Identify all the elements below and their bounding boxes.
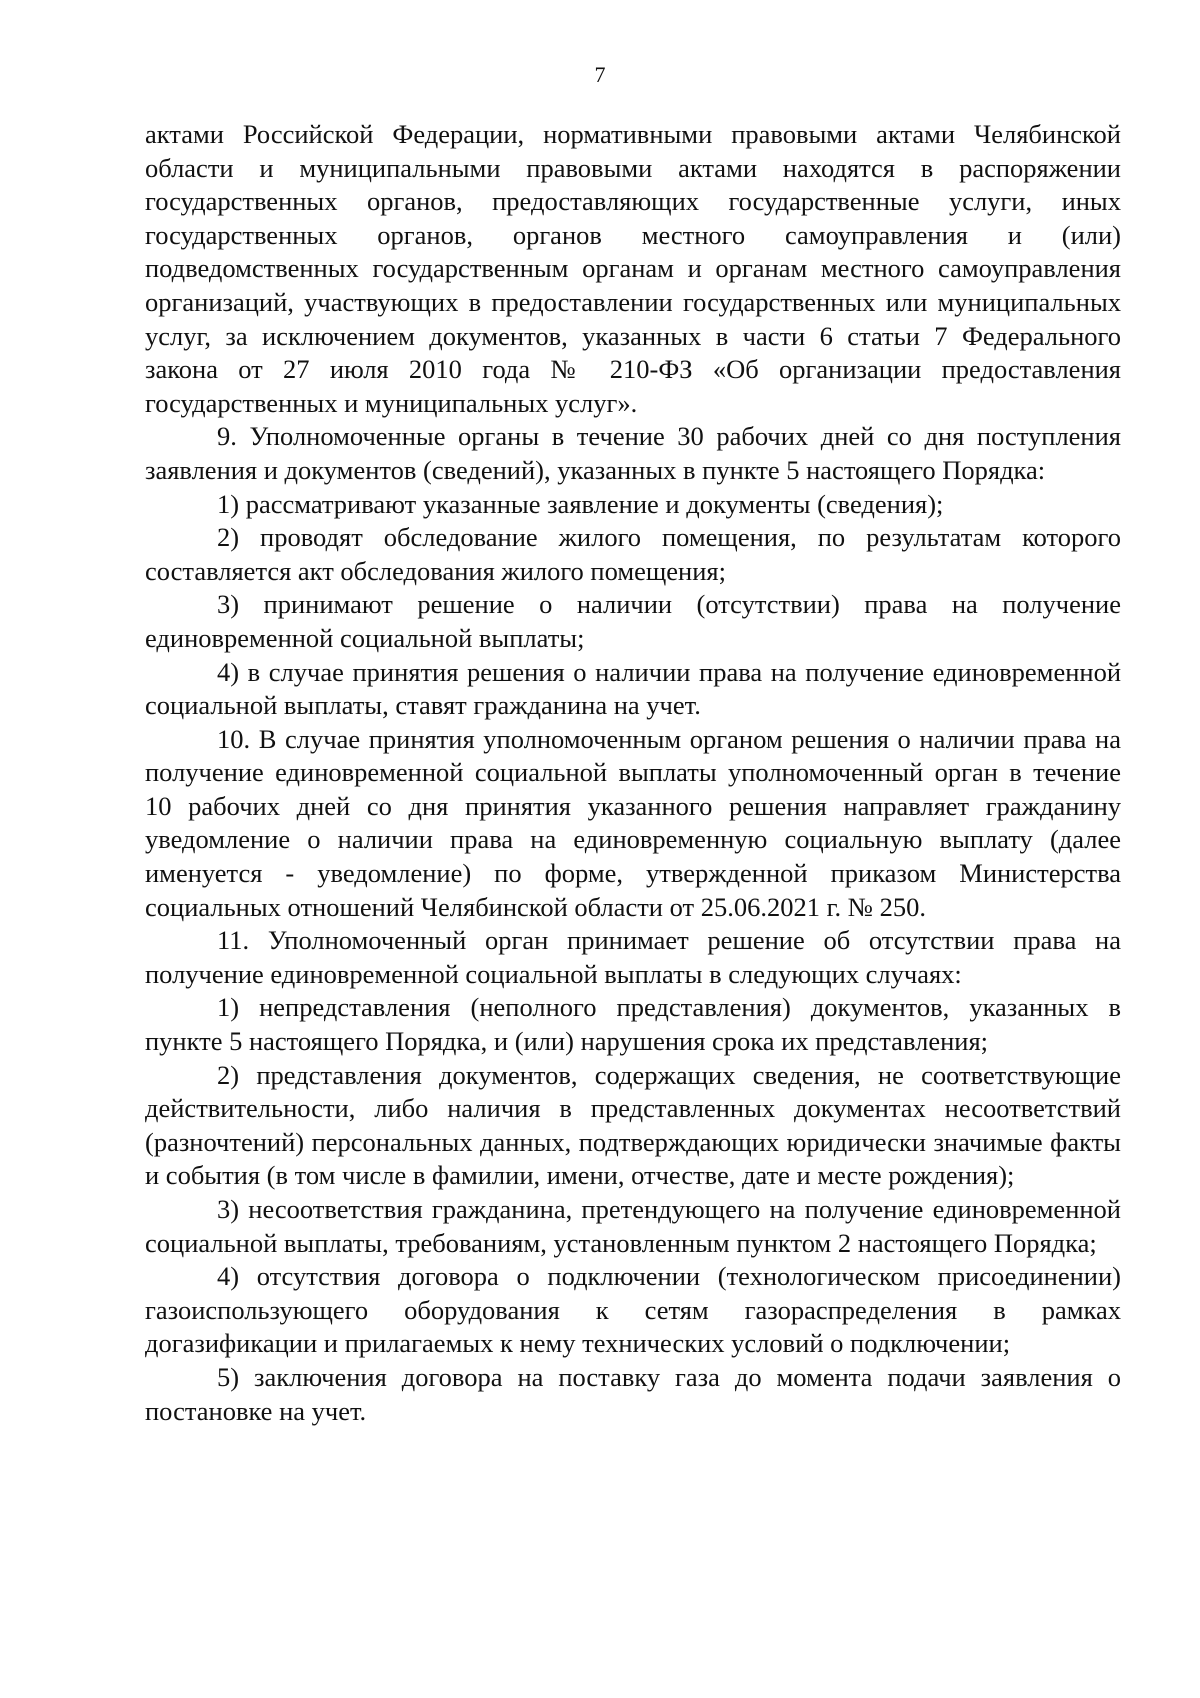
paragraph-item-9-3: 3) принимают решение о наличии (отсутствии) права на получение единовременной социальной выплаты; [145,589,1121,653]
paragraph-item-11: 11. Уполномоченный орган принимает решение об отсутствии права на получение единовременной социальной выплаты в следующих случаях: [145,925,1121,989]
paragraph-continuation: актами Российской Федерации, нормативными правовыми актами Челябинской области и муниципальными правовыми актами находятся в распоряжении государственных органов, предоставляющих государственные услуги, иных государственных органов, органов местного самоуправления и (или) подведомственных государственным органам и органам местного самоуправления организаций, участвующих в предоставлении государственных или муниципальных услуг, за исключением документов, указанных в части 6 статьи 7 Федерального закона от 27 июля 2010 года № 210-ФЗ «Об организации предоставления государственных и муниципальных услуг». [145,119,1121,418]
paragraph-item-9-4: 4) в случае принятия решения о наличии права на получение единовременной социальной выплаты, ставят гражданина на учет. [145,656,1121,721]
paragraph-item-11-4: 4) отсутствия договора о подключении (технологическом присоединении) газоиспользующего оборудования к сетям газораспределения в рамках догазификации и прилагаемых к нему технических условий о подключении; [145,1261,1121,1359]
paragraph-item-11-2: 2) представления документов, содержащих сведения, не соответствующие действительности, либо наличия в представленных документах несоответствий (разночтений) персональных данных, подтверждающих юридически значимые факты и события (в том числе в фамилии, имени, отчестве, дате и месте рождения); [145,1059,1121,1191]
paragraph-item-11-3: 3) несоответствия гражданина, претендующего на получение единовременной социальной выплаты, требованиям, установленным пунктом 2 настоящего Порядка; [145,1194,1121,1258]
paragraph-item-10: 10. В случае принятия уполномоченным органом решения о наличии права на получение единовременной социальной выплаты уполномоченный орган в течение 10 рабочих дней со дня принятия указанного решения направляет гражданину уведомление о наличии права на единовременную социальную выплату (далее именуется - уведомление) по форме, утвержденной приказом Министерства социальных отношений Челябинской области от 25.06.2021 г. № 250. [145,723,1121,922]
paragraph-item-11-5: 5) заключения договора на поставку газа до момента подачи заявления о постановке на учет. [145,1361,1121,1426]
paragraph-item-9-2: 2) проводят обследование жилого помещения, по результатам которого составляется акт обследования жилого помещения; [145,522,1121,586]
document-body [145,118,1121,1428]
paragraph-item-9: 9. Уполномоченные органы в течение 30 рабочих дней со дня поступления заявления и документов (сведений), указанных в пункте 5 настоящего Порядка: [145,421,1121,485]
paragraph-item-11-1: 1) непредставления (неполного представления) документов, указанных в пункте 5 настоящего Порядка, и (или) нарушения срока их представления; [145,992,1121,1057]
paragraph-item-9-1: 1) рассматривают указанные заявление и документы (сведения); [217,488,944,519]
page-number: 7 [594,62,606,87]
